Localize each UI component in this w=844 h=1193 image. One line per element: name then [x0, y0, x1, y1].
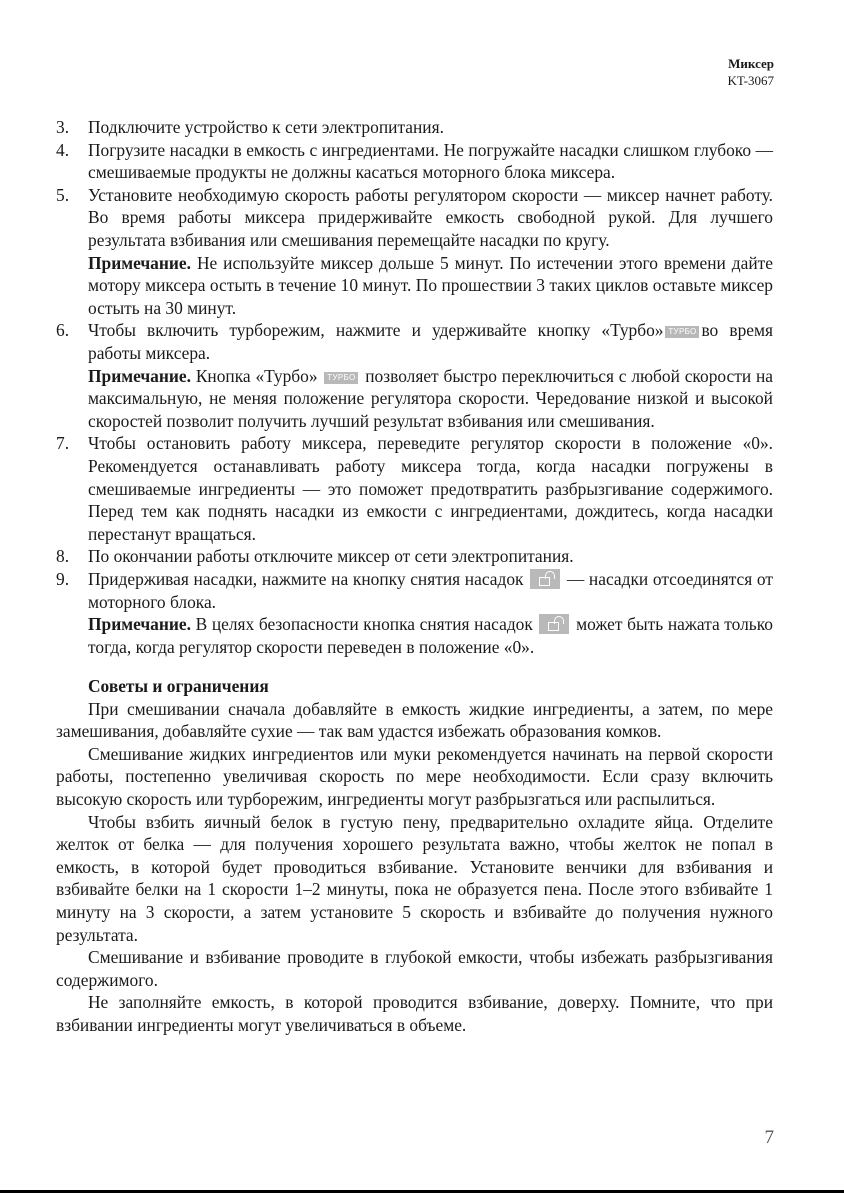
step-text-before: Придерживая насадки, нажмите на кнопку снятия насадок — [88, 568, 524, 589]
note-label: Примечание. — [88, 365, 191, 386]
step-9 — [56, 568, 773, 659]
model-number: KT-3067 — [727, 73, 774, 88]
instructions-body — [56, 116, 773, 1037]
step-8 — [56, 545, 773, 568]
step-number: 7. — [56, 433, 70, 454]
step-text: Установите необходимую скорость работы регулятором скорости — миксер начнет работу. Во время работы миксера придерживайте емкость свободной рукой. Для лучшего результата взбивания или смешивания перемещайте насадки по кругу. — [88, 184, 773, 250]
note-text-after: позволяет быстро переключиться с любой скорости на максимальную, не меняя положение регулятора скорости. Чередование низкой и высокой скоростей позволит получить лучший результат взбивания или смешивания. — [88, 365, 773, 431]
tips-paragraph: Чтобы взбить яичный белок в густую пену, предварительно охладите яйца. Отделите желток от белка — для получения хорошего результата важно, чтобы желток не попал в емкость, в которой будет проводиться взбивание. Установите венчики для взбивания и взбивайте белки на 1 скорости 1–2 минуты, пока не образуется пена. После этого взбивайте 1 минуту на 3 скорости, а затем установите 5 скорость и взбивайте до получения нужного результата. — [56, 811, 773, 945]
step-5 — [56, 184, 773, 320]
step-note — [88, 252, 773, 320]
tips-paragraph: Смешивание жидких ингредиентов или муки рекомендуется начинать на первой скорости работы, постепенно увеличивая скорость по мере необходимости. Если сразу включить высокую скорость или турборежим, ингредиенты могут разбрызгаться или распылиться. — [56, 743, 773, 810]
step-text-before: Чтобы включить турборежим, нажмите и удерживайте кнопку «Турбо» — [88, 320, 664, 341]
page-header — [728, 55, 774, 89]
note-text-after: может быть нажата только тогда, когда регулятор скорости переведен в положение «0». — [88, 614, 773, 658]
step-3 — [56, 116, 773, 139]
note-text-before: Кнопка «Турбо» — [195, 365, 318, 386]
step-text-after: во время работы миксера. — [88, 320, 773, 363]
unlock-icon — [539, 614, 569, 634]
step-6 — [56, 319, 773, 432]
step-text-after: — насадки отсоединятся от моторного блока. — [88, 568, 774, 612]
step-text: Погрузите насадки в емкость с ингредиентами. Не погружайте насадки слишком глубоко — смешиваемые продукты не должны касаться моторного блока миксера. — [88, 139, 773, 183]
note-label: Примечание. — [88, 252, 191, 273]
step-4 — [56, 139, 773, 184]
step-text: По окончании работы отключите миксер от сети электропитания. — [88, 546, 574, 567]
step-number: 9. — [56, 568, 70, 589]
tips-paragraph: Смешивание и взбивание проводите в глубокой емкости, чтобы избежать разбрызгивания содержимого. — [56, 947, 773, 990]
tips-title: Советы и ограничения — [88, 676, 269, 697]
turbo-button-icon: ТУРБО — [665, 326, 699, 338]
step-text — [88, 319, 773, 364]
tips-paragraph: При смешивании сначала добавляйте в емкость жидкие ингредиенты, а затем, по мере замешивания, добавляйте сухие — так вам удастся избежать образования комков. — [56, 698, 773, 742]
step-7 — [56, 432, 773, 545]
step-number: 3. — [56, 117, 70, 137]
product-name: Миксер — [728, 56, 774, 71]
step-note — [88, 613, 773, 659]
step-number: 5. — [56, 184, 70, 205]
step-number: 6. — [56, 320, 70, 341]
step-text — [88, 568, 773, 614]
step-note — [88, 365, 773, 433]
step-text: Чтобы остановить работу миксера, переведите регулятор скорости в положение «0». Рекомендуется останавливать работу миксера тогда, когда насадки погружены в смешиваемые ингредиенты — это поможет предотвратить разбрызгивание содержимого. Перед тем как поднять насадки из емкости с ингредиентами, дождитесь, когда насадки перестанут вращаться. — [88, 433, 773, 544]
note-text-before: В целях безопасности кнопка снятия насадок — [195, 614, 533, 635]
unlock-icon — [530, 569, 560, 589]
note-label: Примечание. — [88, 614, 191, 635]
step-number: 8. — [56, 546, 70, 567]
page-number: 7 — [764, 1127, 774, 1148]
turbo-button-icon: ТУРБО — [324, 372, 358, 384]
tips-paragraph: Не заполняйте емкость, в которой проводится взбивание, доверху. Помните, что при взбивании ингредиенты могут увеличиваться в объеме. — [56, 992, 773, 1035]
note-text: Не используйте миксер дольше 5 минут. По истечении этого времени дайте мотору миксера остыть в течение 10 минут. По прошествии 3 таких циклов оставьте миксер остыть на 30 минут. — [88, 252, 773, 318]
step-number: 4. — [56, 139, 70, 160]
step-text: Подключите устройство к сети электропитания. — [88, 117, 444, 137]
